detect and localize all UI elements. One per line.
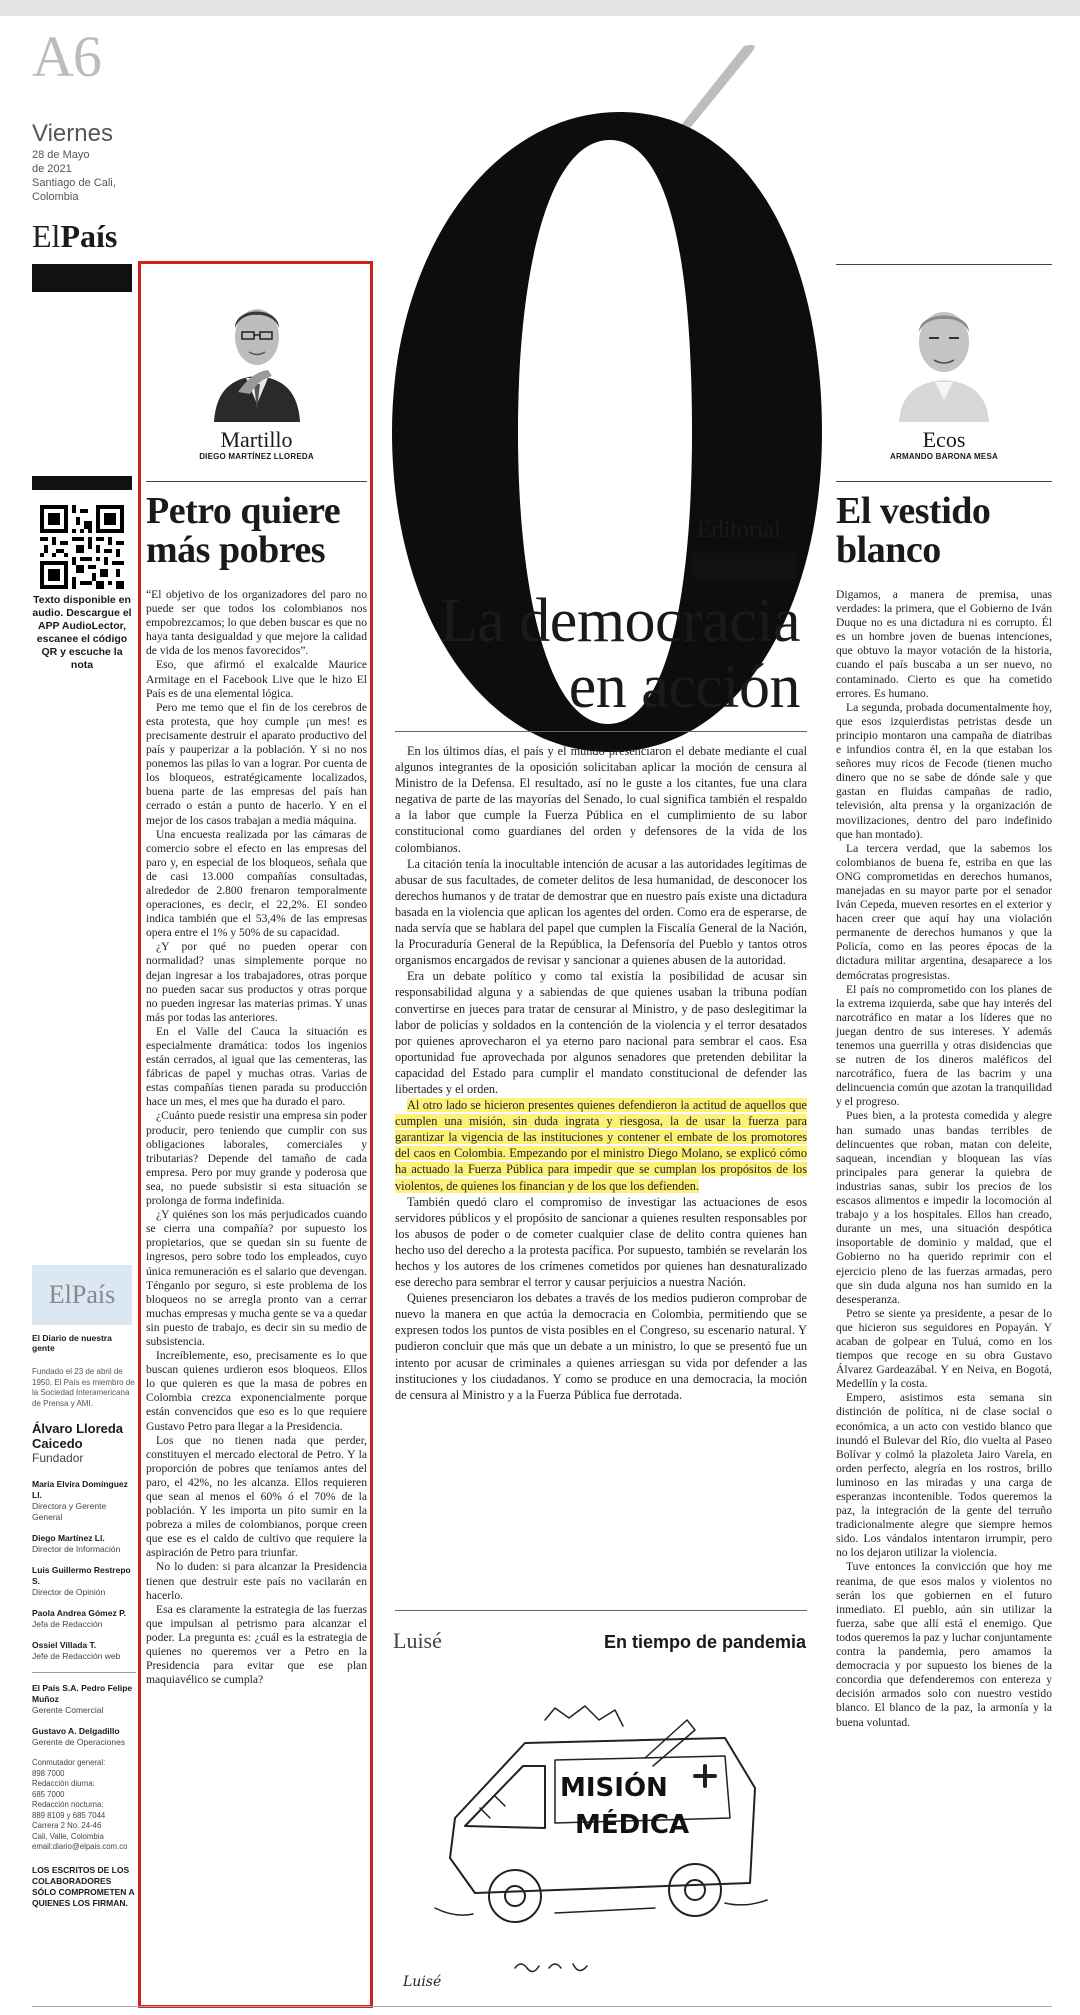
paragraph: ¿Y por qué no pueden operar con normalidad? unas simplemente porque no dejan ingresar a los trabajadores, otras porque no pueden sacar sus productos y otras porque no pueden ingresar las materias primas. Y unas más por todas las anteriores. [146,940,367,1024]
founder-role: Fundador [32,1451,84,1465]
editorial-headline-line-2: en acción [568,653,800,721]
paragraph: Empero, asistimos esta semana sin distinción de política, ni de clase social o económica, a un acto con vestido blanco que inundó el Bulevar del Río, dio vuelta al Paseo Bolívar y colmó la plazoleta Jairo Varela, en orden perfecto, alegría en los rostros, brillo luminoso en las miradas y una carga de esperanzas incontenible. Todos queremos la paz, la integración de la gente del terruño tradicionalmente alegre que siempre hemos sido. Los vándalos intentaron irrumpir, pero no los dejaron utilizar la violencia. [836,1391,1052,1560]
editorial-paragraph: En los últimos días, el país y el mundo presenciaron el debate mediante el cual algunos integrantes de la oposición solicitaban aplicar la moción de censura al Ministro de la Defensa. El resultado, así no le guste a los citantes, fue una clara negativa de parte de las mayorías del Senado, lo cual significa también el respaldo a la labor que cumple la Fuerza Pública en el cumplimiento de su labor constitucional como guardianes del orden y defensores de la vida de los colombianos. [395,744,807,855]
staff-role: Directora y Gerente General [32,1501,107,1522]
staff-role: Director de Opinión [32,1587,106,1597]
cartoon-artist: Luisé [393,1628,442,1653]
paragraph: No lo duden: si para alcanzar la Presidencia tienen que destruir este país no vacilarán en hacerlo. [146,1560,367,1602]
masthead-logo [32,1265,132,1325]
editorial-divider [395,731,807,732]
paragraph: En el Valle del Cauca la situación es especialmente dramática: todos los ingenios están cerrados, al igual que las cementeras, las fábricas de papel y muchas otras. Varias de estas compañías tienen parada su producción hace un mes, el mes que ha durado el paro. [146,1024,367,1109]
masthead-staff [32,1333,136,1909]
contact-line: email:diario@elpais.com.co [32,1842,128,1851]
cartoon-signature: Luisé [403,1974,442,1990]
column-author: DIEGO MARTÍNEZ LLOREDA [199,452,314,461]
paragraph: Petro se siente ya presidente, a pesar de lo que hicieron sus seguidores en Popayán. Y acaban de golpear en Tuluá, como en los tiempos que recoge en su obra Gustavo Álvarez Gardeazábal. Y en Neiva, en Bogotá, Medellín y la costa. [836,1306,1052,1391]
company-name: El País S.A. Pedro Felipe Muñoz [32,1683,133,1704]
paragraph: La segunda, probada documentalmente hoy, que esos izquierdistas petristas desde un principio montaron una campaña de diatribas e infundios contra él, en la que estaban los señores muy ricos de Fecode (tienen mucho dinero que no se sabe de dónde sale y que gastan en fluidas campañas de radio, televisión, alta prensa y la organización de movilizaciones, dentro del paro indefinido que han montado). [836,700,1052,841]
staff-name: Luis Guillermo Restrepo S. [32,1565,131,1586]
rail-black-bar [32,264,132,292]
cartoon-vehicle-text-1: MISIÓN [560,1773,668,1803]
founder-name: Álvaro Lloreda Caicedo [32,1421,124,1451]
contact-line: Cali, Valle, Colombia [32,1831,104,1841]
paragraph: El país no comprometido con los planes de la extrema izquierda, sabe que hay interés del narcotráfico en matar a los líderes que no juegan dentro de sus intereses. Y además tenemos una guerrilla y otras disidencias que se nutren de los dineros maléficos del narcotráfico, fuera de las bacrim y una delincuencia común que azotan la tranquilidad y el progreso. [836,982,1053,1109]
author-photo-barona [889,282,999,422]
paragraph: “El objetivo de los organizadores del paro no puede ser que todos los colombianos nos empobrezcamos; lo que deben buscar es que no haya tanta desigualdad y que mejore la calidad de vida de los menos favorecidos”. [146,588,367,658]
masthead-divider [32,1672,136,1673]
masthead-disclaimer: LOS ESCRITOS DE LOS COLABORADORES SÓLO COMPROMETEN A QUIENES LOS FIRMAN. [32,1864,135,1908]
date-line-1: 28 de Mayo [32,149,90,161]
editorial-black-bar [692,553,796,579]
contact-line: Redacción diurna: [32,1779,95,1788]
logo-el: El [32,218,61,254]
paragraph: Digamos, a manera de premisa, unas verdades: la primera, que el Gobierno de Iván Duque no es una dictadura ni es corrupto. Él es un hombre joven de buenas intenciones, que obtuvo la mayor votación de la historia, cuando el país buscaba a un ser nuevo, no contaminado. Cierto es que ha cometido errores. Es humano. [836,588,1052,700]
column-divider [836,481,1052,482]
editorial-headline [370,588,800,720]
company-role: Gerente de Operaciones [32,1737,126,1747]
paragraph: Tuve entonces la convicción que hoy me reanima, de que esos malos y violentos no serán los que gobiernen en el futuro inmediato. El pueblo, aún sin utilizar la fuerza, sabe que allí está el enemigo. Que todos queremos la paz y luchar conjuntamente contra la pandemia, pero amamos la democracia y por supuesto los bienes de la concordia que defenderemos con entereza y decisión armados solo con nuestro vestido blanco. El blanco de la paz, la armonía y la buena voluntad. [836,1560,1052,1729]
company-name: Gustavo A. Delgadillo [32,1726,120,1736]
page-number: A6 [32,24,101,89]
column-author: ARMANDO BARONA MESA [890,452,998,461]
contact-line: Redacción nocturna: [32,1800,104,1809]
editorial-label: Editorial [697,517,781,543]
qr-code-icon[interactable] [40,505,124,589]
cartoon-ambulance-illustration [395,1668,807,2003]
paragraph: Pues bien, a la protesta comedida y alegre han sumado unas bandas terribles de delincuentes que roban, matan con deleite, saquean, incendian y bloquean las vías principales para generar la quiebra de industrias sanas, subir los precios de los escasos alimentos e impedir la locomoción al trabajo y a los hospitales. Ellos han creado, durante un mes, una situación despótica insoportable de dominio y maldad, que el Gobierno no ha querido reprimir con el ejercicio pleno de las fuerzas armadas, pero que sin duda alguna nos han sumido en la desesperanza. [836,1109,1052,1306]
date-line-3: Santiago de Cali, [32,177,116,189]
paragraph: La tercera verdad, que la sabemos los colombianos de buena fe, estriba en que las ONG comprometidas en derechos humanos, manejadas en su mayor parte por el senador Iván Cepeda, mueven resortes en el exterior y hacen creer que aquí hay una violación permanente de derechos humanos y que la Policía, como en las peores épocas de la dictadura militar argentina, desaparece a los demócratas progresistas. [836,841,1052,982]
martillo-column [146,282,367,1687]
date-line-4: Colombia [32,191,79,203]
staff-role: Jefe de Redacción web [32,1651,121,1661]
paragraph: Pero me temo que el fin de los cerebros de esta protesta, que hoy cumple ¡un mes! es precisamente destruir el aparato productivo del país y pauperizar a la población. Y si no nos ponemos las pilas lo van a lograr. Por cuenta de los bloqueos, estratégicamente localizados, buena parte de las empresas del país han cerrado o están a punto de hacerlo. Y en el mejor de los casos trabajan a media máquina. [146,700,367,827]
staff-name: María Elvira Domínguez Ll. [32,1479,128,1500]
column-section-name: Martillo [220,427,293,452]
paragraph: Eso, que afirmó el exalcalde Maurice Armitage en el Facebook Live que le hizo El País es de una elemental lógica. [146,658,367,700]
masthead-logo-pais: País [71,1280,116,1309]
date-line-2: de 2021 [32,163,72,175]
editorial-paragraph: La citación tenía la inocultable intención de acusar a las autoridades legítimas de abusar de sus facultades, de cometer delitos de lesa humanidad, de desconocer los derechos humanos y de tratar de demostrar que en nuestro país existe una dictadura basada en la violencia que aplican los agentes del orden. Como era de esperarse, de nada servía que se hablara del papel que cumplen la Fiscalía General de la Nación, la Procuraduría General de la República, la Defensoría del Pueblo y tantos otros organismos encargados de revisar y sancionar a quienes abusen de la autoridad. [395,856,807,968]
staff-role: Jefa de Redacción [32,1619,103,1629]
masthead-founded: Fundado el 23 de abril de 1950, El País es miembro de la Sociedad Interamericana de Prensa y AMI. [32,1367,135,1408]
masthead-contact [32,1758,136,1853]
editorial-body [395,743,807,1403]
editorial-headline-line-1: La democracia [439,587,800,655]
editorial-paragraph: También quedó claro el compromiso de investigar las actuaciones de esos servidores públicos y el propósito de sancionar a quienes resulten responsables por los abusos de poder o de cometer cualquier clase de delito contra quienes han hecho uso del derecho a la protesta pacífica. Por supuesto, también se revelarán los hechos y los autores de los crímenes cometidos por quienes han desnaturalizado ese derecho para sembrar el terror y causar perjuicios a nuestra Nación. [395,1194,807,1290]
cartoon-divider [395,1610,807,1611]
highlighted-text: Al otro lado se hicieron presentes quienes defendieron la actitud de aquellos que cumplen una misión, sin duda ingrata y riesgosa, la de usar la fuerza para garantizar la vigencia de las instituciones y contener el embate de los promotores del caos en Colombia. Empezando por el ministro Diego Molano, se explicó cómo ha actuado la Fuerza Pública para impedir que se cumplan los propósitos de los violentos, de quienes los financian y de los que los defienden. [395,1098,807,1193]
column-headline: El vestido blanco [836,490,991,571]
column-body [146,588,367,1687]
author-photo-martinez [202,282,312,422]
column-body [836,588,1052,1730]
column-headline: Petro quiere más pobres [146,490,341,571]
staff-name: Diego Martínez Ll. [32,1533,105,1543]
ecos-column [836,282,1052,1730]
day-name: Viernes [32,120,113,147]
staff-name: Ossiel Villada T. [32,1640,97,1650]
contact-line: 889 8109 y 685 7044 [32,1810,106,1820]
contact-line: 898 7000 [32,1768,65,1778]
paragraph: Esa es claramente la estrategia de las fuerzas que impulsan al petrismo para alcanzar el poder. La pregunta es: ¿cuál es la estrategia de quienes no queremos ver a Petro en la Presidencia para evitar que ese plan maquiavélico se cumpla? [146,1602,367,1687]
company-role: Gerente Comercial [32,1705,104,1715]
contact-line: Carrera 2 No. 24-46 [32,1821,102,1830]
column-divider [146,481,367,482]
newspaper-logo [32,218,136,255]
masthead-tagline: El Diario de nuestra gente [32,1333,112,1353]
staff-role: Director de Información [32,1544,121,1554]
paragraph: Una encuesta realizada por las cámaras de comercio sobre el efecto en las empresas del paro y, en especial de los bloqueos, señala que de casi 13.000 compañías consultadas, alrededor de 2.800 frenaron temporalmente operaciones, es decir, el 22,2%. El sondeo indica también que el 53,4% de las empresas opera entre el 1% y 50% de su capacidad. [146,827,367,940]
masthead-logo-el: El [48,1280,72,1309]
editorial-paragraph: Era un debate político y como tal existía la posibilidad de acusar sin responsabilidad alguna y a sabiendas de que quienes usaban la tribuna podían convertirse en jueces para tratar de censurar al Ministro, y de paso deslegitimar la labor de policías y soldados en la contención de la violencia y el terror desatados por quienes aprovecharon el ya eterno paro nacional para sembrar el caos. Esa oportunidad fue aprovechada por algunos senadores que pretenden debilitar la capacidad del Estado para cumplir el mandato constitucional de defender las libertades y el orden. [395,969,807,1096]
rail-black-bar-2 [32,476,132,490]
ecos-top-rule [836,264,1052,265]
paragraph: ¿Y quiénes son los más perjudicados cuando se cierra una compañía? por supuesto los propietarios, que se quedan sin su fuente de ingresos, pero sobre todo los empleados, cuyo única remuneración es el salario que devengan. Ténganlo por seguro, si este problema de los bloqueos no se arregla pronto van a cerrar muchas empresas y mucha gente se va a quedar sin puesto de trabajo, es decir sin su medio de subsistencia. [146,1208,367,1348]
page-rail [32,24,136,255]
page-bottom-rule [32,2006,1052,2007]
paragraph: Increíblemente, eso, precisamente es lo que buscan quienes urdieron esos bloqueos. Ellos lo que quieren es que la masa de pobres en Colombia crezca exponencialmente porque están convencidos que eso es lo que requiere Gustavo Petro para llegar a la Presidencia. [146,1349,367,1433]
logo-pais: País [60,218,118,254]
editorial-paragraph-highlighted [395,1097,807,1194]
cartoon-title: En tiempo de pandemia [603,1632,806,1652]
paragraph: Los que no tienen nada que perder, constituyen el mercado electoral de Petro. Y la proporción de pobres que teníamos antes del paro, el 42%, no les alcanza. Ellos requieren que sean al menos el 60% ó el 70% de la población. Y les importa un pito sumir en la pobreza a miles de colombianos, porque creen que ese es el caldo de cultivo que requiere la aspiración de Petro para triunfar. [146,1433,367,1560]
contact-line: Conmutador general: [32,1758,106,1767]
audio-note: Texto disponible en audio. Descargue el APP AudioLector, escanee el código QR y escuche la nota [32,594,132,671]
paragraph: ¿Cuánto puede resistir una empresa sin poder producir, pero teniendo que cumplir con sus obligaciones laborales, comerciales y tributarias? Depende del tamaño de cada empresa. Pero por muy grande y poderosa que sea, no puede subsistir si esta situación se prolonga de forma indefinida. [146,1109,367,1208]
editorial-paragraph: Quienes presenciaron los debates a través de los medios pudieron comprobar de nuevo la manera en que actúa la democracia en Colombia, permitiendo que se expresen todos los puntos de vista posibles en el Congreso, su escenario natural. Y pudieron concluir que más que un debate a un ministro, lo que se presentó fue un intento por acusar de criminales a quienes arriesgan su vida por defender a las instituciones y los ciudadanos. Y como se produce en una democracia, la moción de censura al Ministro y a la Fuerza Pública fue derrotada. [395,1291,807,1402]
cartoon-vehicle-text-2: MÉDICA [575,1810,690,1840]
contact-line: 685 7000 [32,1789,65,1799]
staff-name: Paola Andrea Gómez P. [32,1608,127,1618]
column-section-name: Ecos [922,427,966,452]
